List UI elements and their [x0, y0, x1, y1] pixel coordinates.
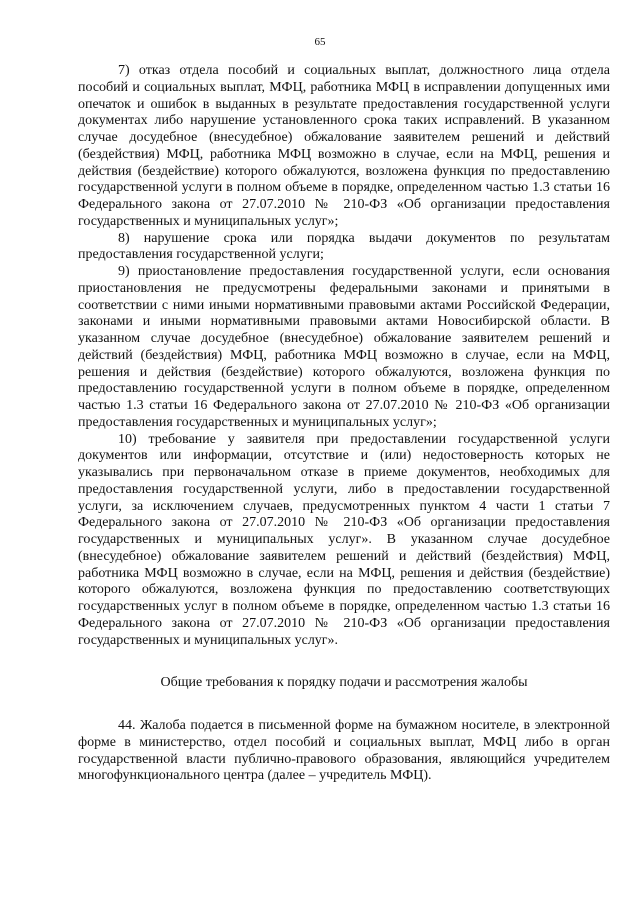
paragraph-item-8: 8) нарушение срока или порядка выдачи документов по результатам предоставления государственной услуги;	[78, 230, 610, 263]
page-number: 65	[314, 36, 326, 48]
document-body	[78, 63, 610, 785]
paragraph-item-9: 9) приостановление предоставления государственной услуги, если основания приостановления не предусмотрены федеральными законами и принятыми в соответствии с ними иными нормативными правовыми актами Российской Федерации, законами и иными нормативными правовыми актами Новосибирской области. В указанном случае досудебное (внесудебное) обжалование заявителем решений и действий (бездействия) МФЦ, работника МФЦ возможно в случае, если на МФЦ, решения и действия (бездействие) которого обжалуются, возложена функция по предоставлению государственной услуги в полном объеме в порядке, определенном частью 1.3 статьи 16 Федерального закона от 27.07.2010 № 210-ФЗ «Об организации предоставления государственных и муниципальных услуг»;	[78, 264, 610, 430]
paragraph-item-10: 10) требование у заявителя при предоставлении государственной услуги документов или информации, отсутствие и (или) недостоверность которых не указывались при первоначальном отказе в приеме документов, необходимых для предоставления государственной услуги, либо в предоставлении государственной услуги, за исключением случаев, предусмотренных пунктом 4 части 1 статьи 7 Федерального закона от 27.07.2010 № 210-ФЗ «Об организации предоставления государственных и муниципальных услуг». В указанном случае досудебное (внесудебное) обжалование заявителем решений и действий (бездействия) МФЦ, работника МФЦ возможно в случае, если на МФЦ, решения и действия (бездействие) которого обжалуются, возложена функция по предоставлению соответствующих государственных услуг в полном объеме в порядке, определенном частью 1.3 статьи 16 Федерального закона от 27.07.2010 № 210-ФЗ «Об организации предоставления государственных и муниципальных услуг».	[78, 431, 610, 648]
paragraph-item-7: 7) отказ отдела пособий и социальных выплат, должностного лица отдела пособий и социальных выплат, МФЦ, работника МФЦ в исправлении допущенных ими опечаток и ошибок в выданных в результате предоставления государственной услуги документах либо нарушение установленного срока таких исправлений. В указанном случае досудебное (внесудебное) обжалование заявителем решений и действий (бездействия) МФЦ, работника МФЦ возможно в случае, если на МФЦ, решения и действия (бездействие) которого обжалуются, возложена функция по предоставлению государственной услуги в полном объеме в порядке, определенном частью 1.3 статьи 16 Федерального закона от 27.07.2010 № 210-ФЗ «Об организации предоставления государственных и муниципальных услуг»;	[78, 63, 610, 229]
section-heading: Общие требования к порядку подачи и рассмотрения жалобы	[160, 675, 528, 691]
paragraph-44: 44. Жалоба подается в письменной форме на бумажном носителе, в электронной форме в министерство, отдел пособий и социальных выплат, МФЦ либо в орган государственной власти публично-правового образования, являющийся учредителем многофункционального центра (далее – учредитель МФЦ).	[78, 718, 610, 784]
